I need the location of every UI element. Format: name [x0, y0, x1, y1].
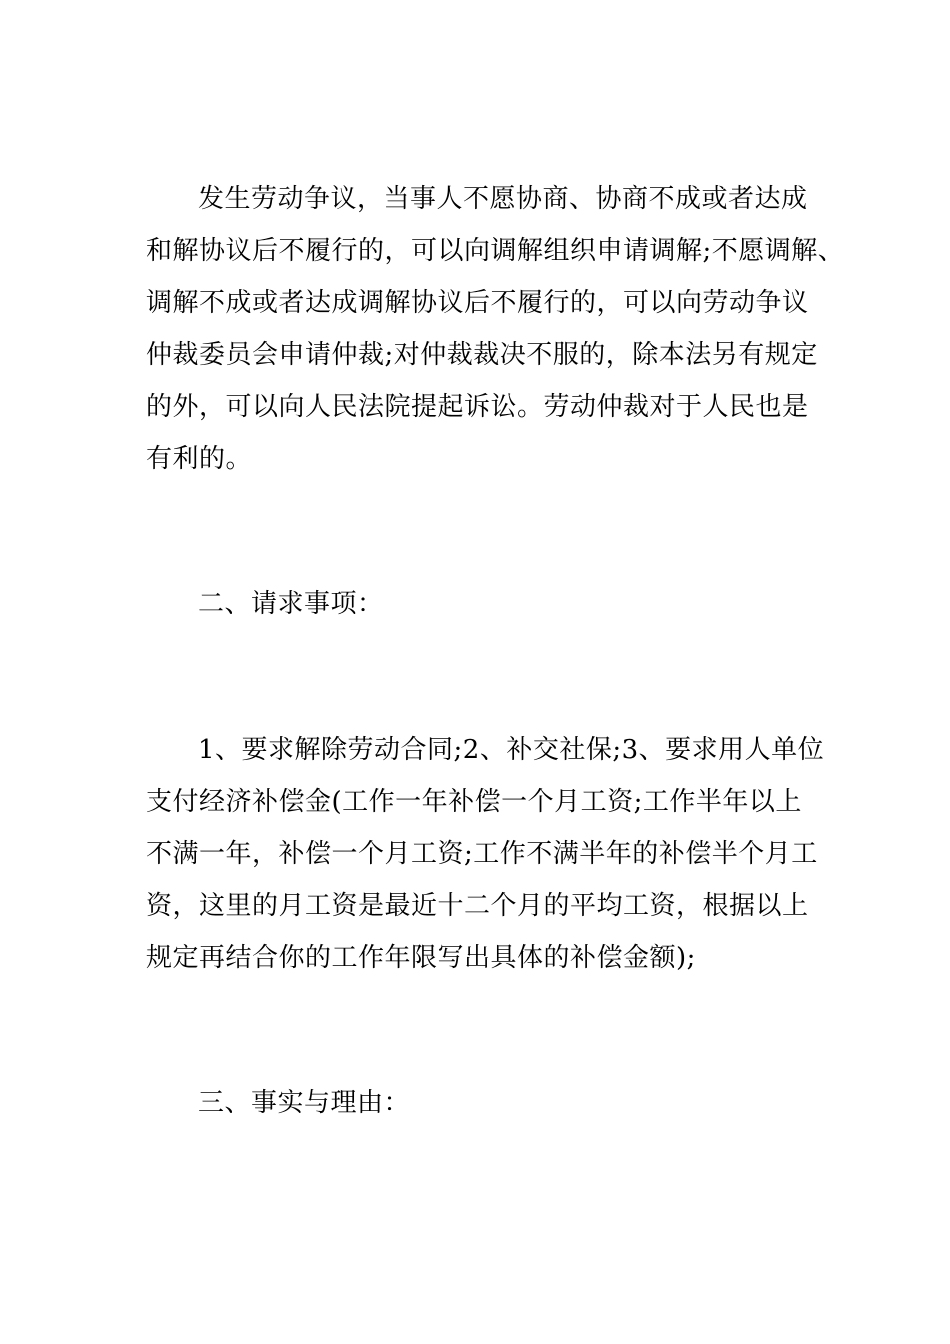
paragraph-1-line-6: 有利的。: [146, 444, 253, 474]
section-heading-requests: 二、请求事项：: [198, 589, 384, 619]
paragraph-1-line-1: 发生劳动争议，当事人不愿协商、协商不成或者达成: [198, 184, 808, 214]
paragraph-2-line-5: 规定再结合你的工作年限写出具体的补偿金额);: [146, 943, 696, 973]
paragraph-1-line-4: 仲裁委员会申请仲裁;对仲裁裁决不服的，除本法另有规定: [146, 340, 818, 370]
paragraph-2-line-1: 1、要求解除劳动合同;2、补交社保;3、要求用人单位: [198, 735, 825, 765]
paragraph-2-line-3: 不满一年，补偿一个月工资;工作不满半年的补偿半个月工: [146, 839, 818, 869]
paragraph-2-line-4: 资，这里的月工资是最近十二个月的平均工资，根据以上: [146, 891, 809, 921]
paragraph-1-line-3: 调解不成或者达成调解协议后不履行的，可以向劳动争议: [146, 288, 809, 318]
paragraph-1-line-2: 和解协议后不履行的，可以向调解组织申请调解;不愿调解、: [146, 236, 845, 266]
section-heading-facts: 三、事实与理由：: [198, 1088, 411, 1118]
paragraph-1-line-5: 的外，可以向人民法院提起诉讼。劳动仲裁对于人民也是: [146, 392, 809, 422]
paragraph-2-line-2: 支付经济补偿金(工作一年补偿一个月工资;工作半年以上: [146, 787, 802, 817]
